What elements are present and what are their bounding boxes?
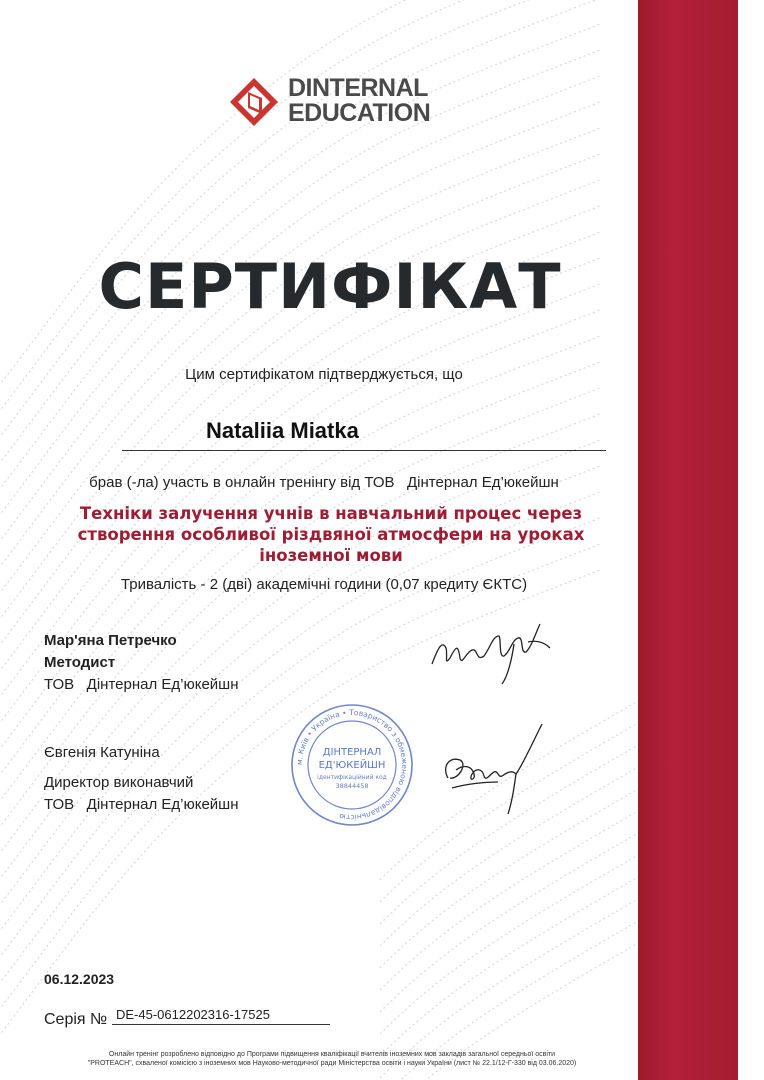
wave-line <box>0 154 600 644</box>
seal-code: 38844458 <box>335 782 369 790</box>
seal-code-label: ідентифікаційний код <box>317 774 387 781</box>
signatory-name: Мар'яна Петречко <box>44 632 177 649</box>
issue-date: 06.12.2023 <box>44 971 115 987</box>
course-title-line: іноземної мови <box>259 546 403 565</box>
series-number: DE-45-0612202316-17525 <box>116 1007 270 1022</box>
signatory-role: Методист <box>44 654 116 671</box>
red-side-band <box>638 0 738 1080</box>
course-title-line: створення особливої різдвяної атмосфери на уроках <box>77 525 585 544</box>
logo-line-2: EDUCATION <box>288 99 431 127</box>
confirmation-text: Цим сертифікатом підтверджується, що <box>185 366 463 383</box>
wave-line <box>0 0 600 410</box>
signatory-org: ТОВ Дінтернал Ед’юкейшн <box>44 796 239 813</box>
logo-line-1: DINTERNAL <box>288 74 428 102</box>
wave-line <box>380 854 640 1034</box>
certificate-title: СЕРТИФІКАТ <box>98 250 562 323</box>
seal-center-line-1: ДІНТЕРНАЛ <box>322 747 382 758</box>
signature-1 <box>428 618 558 688</box>
signatory-org: ТОВ Дінтернал Ед’юкейшн <box>44 676 239 693</box>
seal-ring-text: м. Київ • Україна • Товариство з обмеженою відповідальністю <box>294 707 410 823</box>
signatory-name: Євгенія Катуніна <box>44 744 160 761</box>
logo-wordmark <box>288 76 430 126</box>
company-logo <box>228 76 448 132</box>
signatory-role: Директор виконавчий <box>44 774 194 791</box>
footnote <box>0 1050 664 1068</box>
course-title <box>66 503 596 566</box>
logo-cube-icon <box>228 76 280 128</box>
recipient-name: Nataliia Miatka <box>206 418 359 443</box>
signatory-block-2 <box>44 742 238 816</box>
series-underline <box>112 1024 330 1025</box>
wave-line <box>0 0 600 462</box>
footnote-line: Онлайн тренінг розроблено відповідно до Програми підвищення кваліфікації вчителів іноземних мов закладів загальної середньої освіти <box>108 1051 556 1058</box>
wave-line <box>380 876 640 1056</box>
signatory-block-1 <box>44 630 238 696</box>
course-title-line: Техніки залучення учнів в навчальний процес через <box>79 504 583 523</box>
wave-line <box>380 810 640 990</box>
footnote-line: "PROTEACH", схваленої комісією з іноземних мов Науково-методичної ради Міністерства освіти і науки України (лист № 22.1/12-Г-330 від 03.06.2020) <box>87 1060 577 1067</box>
company-seal-stamp <box>290 703 414 827</box>
wave-line <box>380 832 640 1012</box>
series-label: Серія № <box>44 1011 108 1028</box>
duration-text: Тривалість - 2 (дві) академічні години (0,07 кредиту ЄКТС) <box>120 576 528 593</box>
participation-text: брав (-ла) участь в онлайн тренінгу від ТОВ Дінтернал Ед’юкейшн <box>89 474 559 491</box>
signature-2 <box>438 718 558 818</box>
seal-center-line-2: ЕД'ЮКЕЙШН <box>318 760 386 771</box>
name-underline <box>122 450 606 451</box>
